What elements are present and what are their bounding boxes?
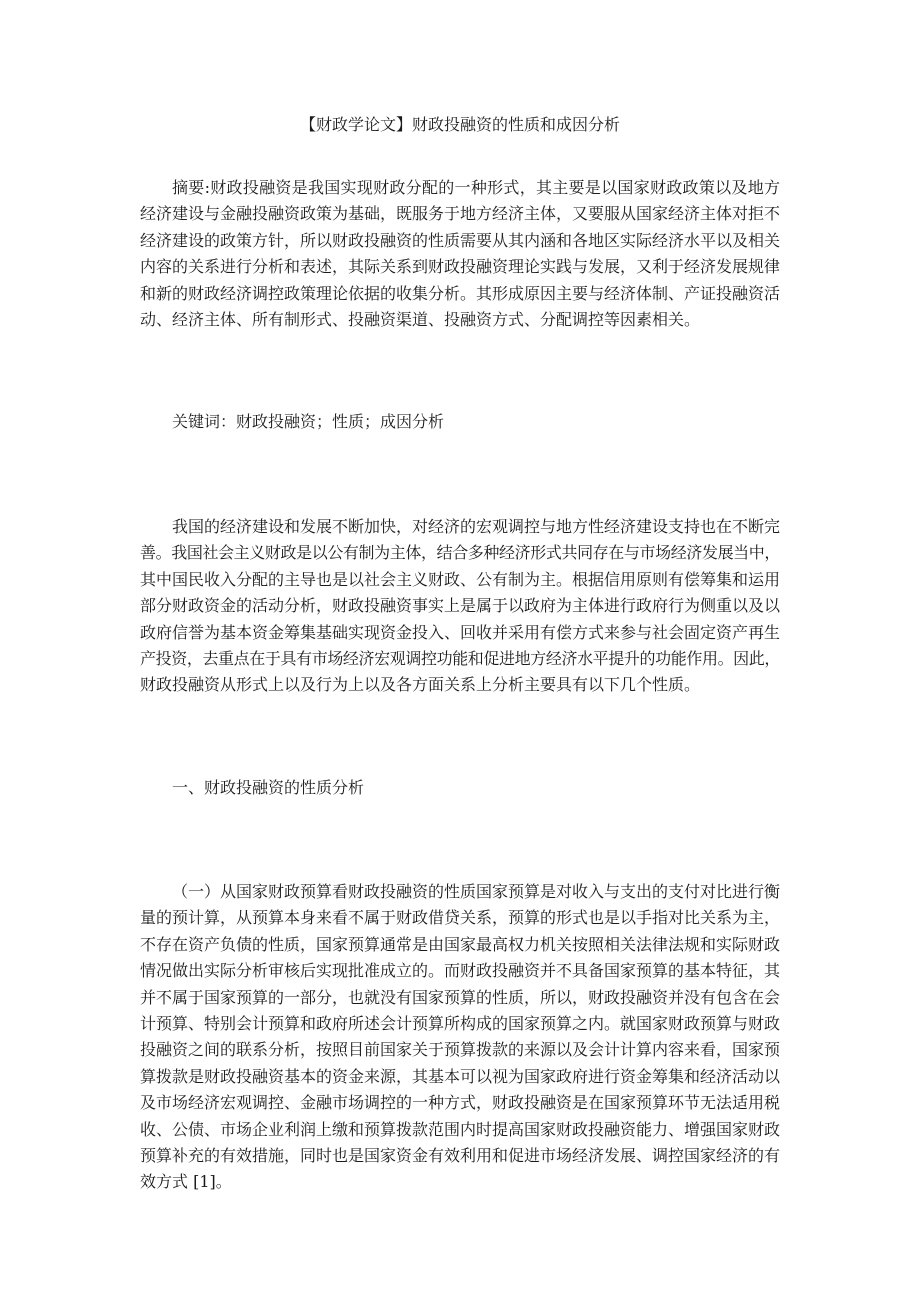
section-paragraph-line: 预算补充的有效措施，同时也是国家资金有效利用和促进市场经济发展、调控国家经济的有: [140, 1145, 781, 1165]
section-paragraph-line: 算拨款是财政投融资基本的资金来源，其基本可以视为国家政府进行资金筹集和经济活动以: [140, 1066, 781, 1086]
intro-line: 其中国民收入分配的主导也是以社会主义财政、公有制为主。根据信用原则有偿筹集和运用: [140, 569, 781, 589]
abstract-line: 经济建设的政策方针，所以财政投融资的性质需要从其内涵和各地区实际经济水平以及相关: [140, 230, 781, 250]
document-title: 【财政学论文】财政投融资的性质和成因分析: [299, 115, 620, 134]
intro-line: 善。我国社会主义财政是以公有制为主体，结合多种经济形式共同存在与市场经济发展当中，: [140, 543, 780, 563]
abstract-line: 动、经济主体、所有制形式、投融资渠道、投融资方式、分配调控等因素相关。: [140, 309, 701, 329]
section-heading-block: [140, 775, 780, 801]
intro-line: 部分财政资金的活动分析，财政投融资事实上是属于以政府为主体进行政府行为侧重以及以: [140, 596, 781, 616]
section-paragraph-line: 量的预计算，从预算本身来看不属于财政借贷关系，预算的形式也是以手指对比关系为主，: [140, 908, 781, 928]
intro-paragraph: [140, 514, 780, 699]
abstract-line: 和新的财政经济调控政策理论依据的收集分析。其形成原因主要与经济体制、产证投融资活: [140, 283, 781, 303]
keywords-line: 关键词：财政投融资；性质；成因分析: [172, 412, 445, 431]
section-paragraph-line: 情况做出实际分析审核后实现批准成立的。而财政投融资并不具备国家预算的基本特征，其: [140, 961, 781, 981]
section-paragraph-line: 效方式 [1]。: [140, 1172, 232, 1192]
section-heading: 一、财政投融资的性质分析: [172, 778, 365, 797]
section-paragraph-line: 并不属于国家预算的一部分，也就没有国家预算的性质，所以，财政投融资并没有包含在会: [140, 987, 781, 1007]
section-paragraph-line: 计预算、特别会计预算和政府所述会计预算所构成的国家预算之内。就国家财政预算与财政: [140, 1013, 781, 1033]
section-paragraph-line: 及市场经济宏观调控、金融市场调控的一种方式，财政投融资是在国家预算环节无法适用税: [140, 1093, 781, 1113]
intro-line: 政府信誉为基本资金筹集基础实现资金投入、回收并采用有偿方式来参与社会固定资产再生: [140, 622, 781, 642]
section-paragraph-line: 投融资之间的联系分析，按照目前国家关于预算拨款的来源以及会计计算内容来看，国家预: [140, 1040, 781, 1060]
intro-line: 产投资，去重点在于具有市场经济宏观调控功能和促进地方经济水平提升的功能作用。因此，: [140, 648, 780, 668]
abstract-line: 经济建设与金融投融资政策为基础，既服务于地方经济主体，又要服从国家经济主体对拒不: [140, 204, 781, 224]
section-paragraph-line: 不存在资产负债的性质，国家预算通常是由国家最高权力机关按照相关法律法规和实际财政: [140, 934, 781, 954]
abstract-paragraph: [140, 175, 780, 333]
section-paragraph: [140, 879, 780, 1196]
abstract-line: 摘要:财政投融资是我国实现财政分配的一种形式，其主要是以国家财政政策以及地方: [172, 178, 780, 197]
section-paragraph-line: 收、公债、市场企业利润上缴和预算拨款范围内时提高国家财政投融资能力、增强国家财政: [140, 1119, 781, 1139]
abstract-line: 内容的关系进行分析和表述，其际关系到财政投融资理论实践与发展，又利于经济发展规律: [140, 257, 781, 277]
section-paragraph-line: （一）从国家财政预算看财政投融资的性质国家预算是对收入与支出的支付对比进行衡: [172, 882, 781, 901]
intro-line: 我国的经济建设和发展不断加快，对经济的宏观调控与地方性经济建设支持也在不断完: [172, 517, 781, 536]
intro-line: 财政投融资从形式上以及行为上以及各方面关系上分析主要具有以下几个性质。: [140, 675, 701, 695]
keywords-paragraph: [140, 409, 780, 435]
